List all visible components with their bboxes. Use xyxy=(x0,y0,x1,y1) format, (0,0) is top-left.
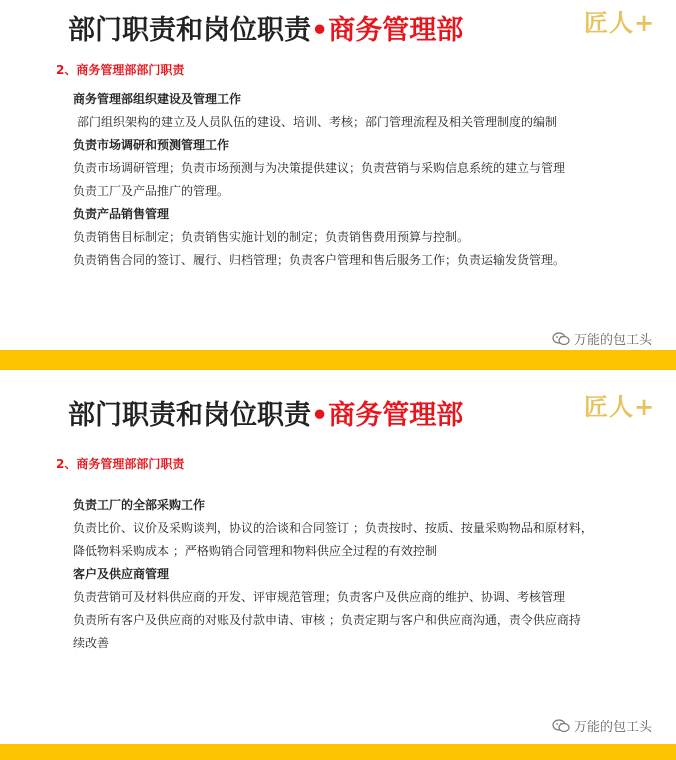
content-line: 商务管理部组织建设及管理工作 xyxy=(73,92,242,106)
slide-2 xyxy=(0,370,676,744)
title-department: 商务管理部 xyxy=(328,15,464,46)
brand-logo: 匠人+ xyxy=(584,8,656,37)
title-main: 部门职责和岗位职责 xyxy=(68,15,311,46)
watermark xyxy=(552,718,652,738)
content-line: 负责市场调研管理；负责市场预测与为决策提供建议；负责营销与采购信息系统的建立与管理 xyxy=(73,161,566,175)
watermark-text: 万能的包工头 xyxy=(573,333,652,348)
content-line: 负责销售目标制定；负责销售实施计划的制定；负责销售费用预算与控制。 xyxy=(73,230,470,244)
title-dot: • xyxy=(311,15,329,46)
content-line: 续改善 xyxy=(73,636,110,650)
wechat-icon xyxy=(552,332,570,346)
content-line: 负责营销可及材料供应商的开发、评审规范管理；负责客户及供应商的维护、协调、考核管理 xyxy=(73,590,566,604)
title-dot: • xyxy=(311,400,329,431)
content-line: 负责产品销售管理 xyxy=(73,207,170,221)
brand-logo: 匠人+ xyxy=(584,392,656,421)
title-main: 部门职责和岗位职责 xyxy=(68,400,311,431)
content-line: 降低物料采购成本 ；严格购销合同管理和物料供应全过程的有效控制 xyxy=(73,544,437,558)
content-line: 部门组织架构的建立及人员队伍的建设、培训、考核；部门管理流程及相关管理制度的编制 xyxy=(77,115,558,129)
content-block xyxy=(73,88,648,272)
section-subtitle: 2、商务管理部部门职责 xyxy=(56,63,185,77)
divider-band xyxy=(0,350,676,370)
content-line: 负责比价、议价及采购谈判，协议的洽谈和合同签订 ；负责按时、按质、按量采购物品和原材料， xyxy=(73,521,593,535)
content-line: 负责市场调研和预测管理工作 xyxy=(73,138,230,152)
wechat-icon xyxy=(552,719,570,733)
content-line: 负责所有客户及供应商的对账及付款申请、审核 ；负责定期与客户和供应商沟通，责令供应商持 xyxy=(73,613,581,627)
slide-title xyxy=(68,13,463,49)
content-line: 客户及供应商管理 xyxy=(73,567,170,581)
watermark xyxy=(552,331,652,351)
watermark-text: 万能的包工头 xyxy=(573,720,652,735)
slide-title xyxy=(68,398,463,434)
slide-1 xyxy=(0,0,676,350)
title-department: 商务管理部 xyxy=(328,400,464,431)
content-line: 负责工厂及产品推广的管理。 xyxy=(73,184,230,198)
divider-band xyxy=(0,744,676,760)
section-subtitle: 2、商务管理部部门职责 xyxy=(56,457,185,471)
content-block xyxy=(73,494,648,655)
content-line: 负责销售合同的签订、履行、归档管理；负责客户管理和售后服务工作；负责运输发货管理。 xyxy=(73,253,566,267)
content-line: 负责工厂的全部采购工作 xyxy=(73,498,206,512)
